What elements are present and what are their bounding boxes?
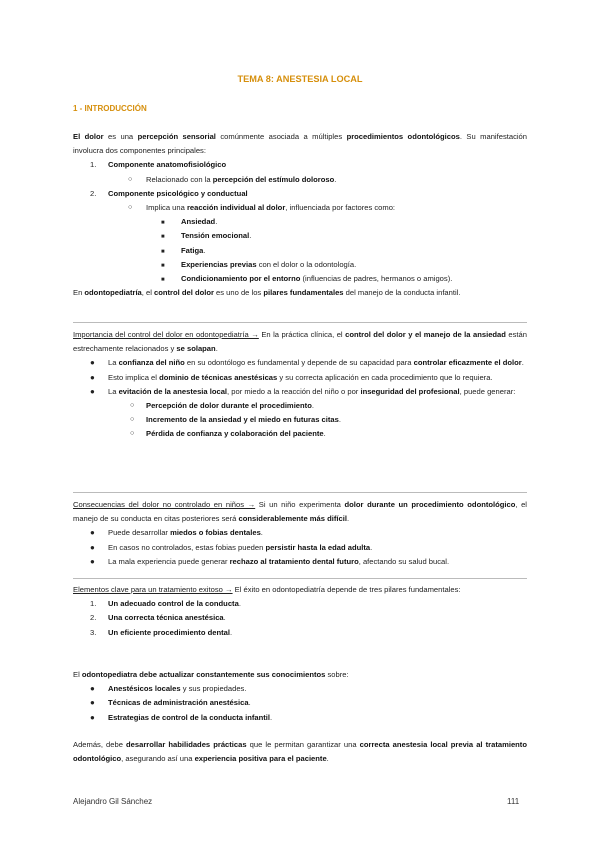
page-number: 111 [507, 797, 520, 806]
list-item: ● Técnicas de administración anestésica. [73, 696, 527, 710]
circle-bullet-icon: ○ [130, 430, 135, 438]
divider [73, 492, 527, 493]
bullet-icon: ● [90, 372, 95, 382]
paragraph: Además, debe desarrollar habilidades prácticas que le permitan garantizar una correcta anestesia local previa al tratamiento odontológico, asegurando así una experiencia positiva para el paciente. [73, 740, 527, 764]
closing-block [73, 738, 527, 766]
intro-block [73, 130, 527, 300]
list-item: ■ Experiencias previas con el dolor o la odontología. [73, 258, 527, 272]
list-item: ■ Fatiga. [73, 244, 527, 258]
square-bullet-icon: ■ [161, 248, 165, 255]
list-item: ○ Implica una reacción individual al dolor, influenciada por factores como: [73, 201, 527, 215]
list-item: ■ Tensión emocional. [73, 229, 527, 243]
list-item: 2. Componente psicológico y conductual [90, 188, 248, 198]
circle-bullet-icon: ○ [128, 204, 133, 212]
list-item: ■ Ansiedad. [73, 215, 527, 229]
list-item: ○ Percepción de dolor durante el procedimiento. [73, 399, 527, 413]
square-bullet-icon: ■ [161, 277, 165, 284]
bullet-icon: ● [90, 542, 95, 552]
consequences-block [73, 498, 527, 569]
list-item: ● Anestésicos locales y sus propiedades. [73, 682, 527, 696]
footer-author: Alejandro Gil Sánchez [73, 797, 153, 806]
circle-bullet-icon: ○ [128, 175, 133, 183]
circle-bullet-icon: ○ [130, 416, 135, 424]
square-bullet-icon: ■ [161, 220, 165, 227]
list-item: ● La mala experiencia puede generar rechazo al tratamiento dental futuro, afectando su salud bucal. [73, 555, 527, 569]
list-item: ● Puede desarrollar miedos o fobias dentales. [73, 526, 527, 540]
list-item: ■ Condicionamiento por el entorno (influencias de padres, hermanos o amigos). [73, 272, 527, 286]
list-item: ● La evitación de la anestesia local, por miedo a la reacción del niño o por inseguridad del profesional, puede generar: [73, 385, 527, 399]
paragraph: Importancia del control del dolor en odontopediatría → En la práctica clínica, el control del dolor y el manejo de la ansiedad están estrechamente relacionados y se solapan. [73, 330, 527, 354]
bullet-icon: ● [90, 712, 95, 722]
update-block [73, 668, 527, 725]
list-item: ● En casos no controlados, estas fobias pueden persistir hasta la edad adulta. [73, 541, 527, 555]
list-item: ○ Pérdida de confianza y colaboración del paciente. [73, 427, 527, 441]
list-item: ● Esto implica el dominio de técnicas anestésicas y su correcta aplicación en cada procedimiento que lo requiera. [73, 371, 527, 385]
list-item: 1. Componente anatomofisiológico [90, 160, 227, 170]
divider [73, 322, 527, 323]
bullet-icon: ● [90, 358, 95, 368]
list-item: ○ Relacionado con la percepción del estímulo doloroso. [73, 173, 527, 187]
list-item: 3. Un eficiente procedimiento dental. [90, 627, 233, 637]
paragraph: Consecuencias del dolor no controlado en niños → Si un niño experimenta dolor durante un procedimiento odontológico, el manejo de su conducta en citas posteriores será considerablemente más difícil. [73, 500, 527, 524]
list-item: ○ Incremento de la ansiedad y el miedo en futuras citas. [73, 413, 527, 427]
bullet-icon: ● [90, 698, 95, 708]
page-title: TEMA 8: ANESTESIA LOCAL [237, 74, 363, 84]
list-item: 2. Una correcta técnica anestésica. [90, 613, 226, 623]
paragraph: El odontopediatra debe actualizar constantemente sus conocimientos sobre: [73, 670, 349, 679]
circle-bullet-icon: ○ [130, 402, 135, 410]
bullet-icon: ● [90, 528, 95, 538]
square-bullet-icon: ■ [161, 234, 165, 241]
square-bullet-icon: ■ [161, 262, 165, 269]
key-elements-block [73, 583, 527, 640]
section-heading: 1 - INTRODUCCIÓN [73, 104, 147, 113]
bullet-icon: ● [90, 684, 95, 694]
list-item: ● La confianza del niño en su odontólogo es fundamental y depende de su capacidad para controlar eficazmente el dolor. [73, 356, 527, 370]
intro-paragraph: El dolor es una percepción sensorial comúnmente asociada a múltiples procedimientos odontológicos. Su manifestación involucra dos componentes principales: [73, 132, 527, 156]
paragraph: En odontopediatría, el control del dolor es uno de los pilares fundamentales del manejo de la conducta infantil. [73, 288, 461, 298]
bullet-icon: ● [90, 556, 95, 566]
divider [73, 578, 527, 579]
paragraph: Elementos clave para un tratamiento exitoso → El éxito en odontopediatría depende de tres pilares fundamentales: [73, 585, 461, 594]
importance-block [73, 328, 527, 442]
list-item: ● Estrategias de control de la conducta infantil. [73, 711, 527, 725]
list-item: 1. Un adecuado control de la conducta. [90, 599, 241, 609]
bullet-icon: ● [90, 386, 95, 396]
